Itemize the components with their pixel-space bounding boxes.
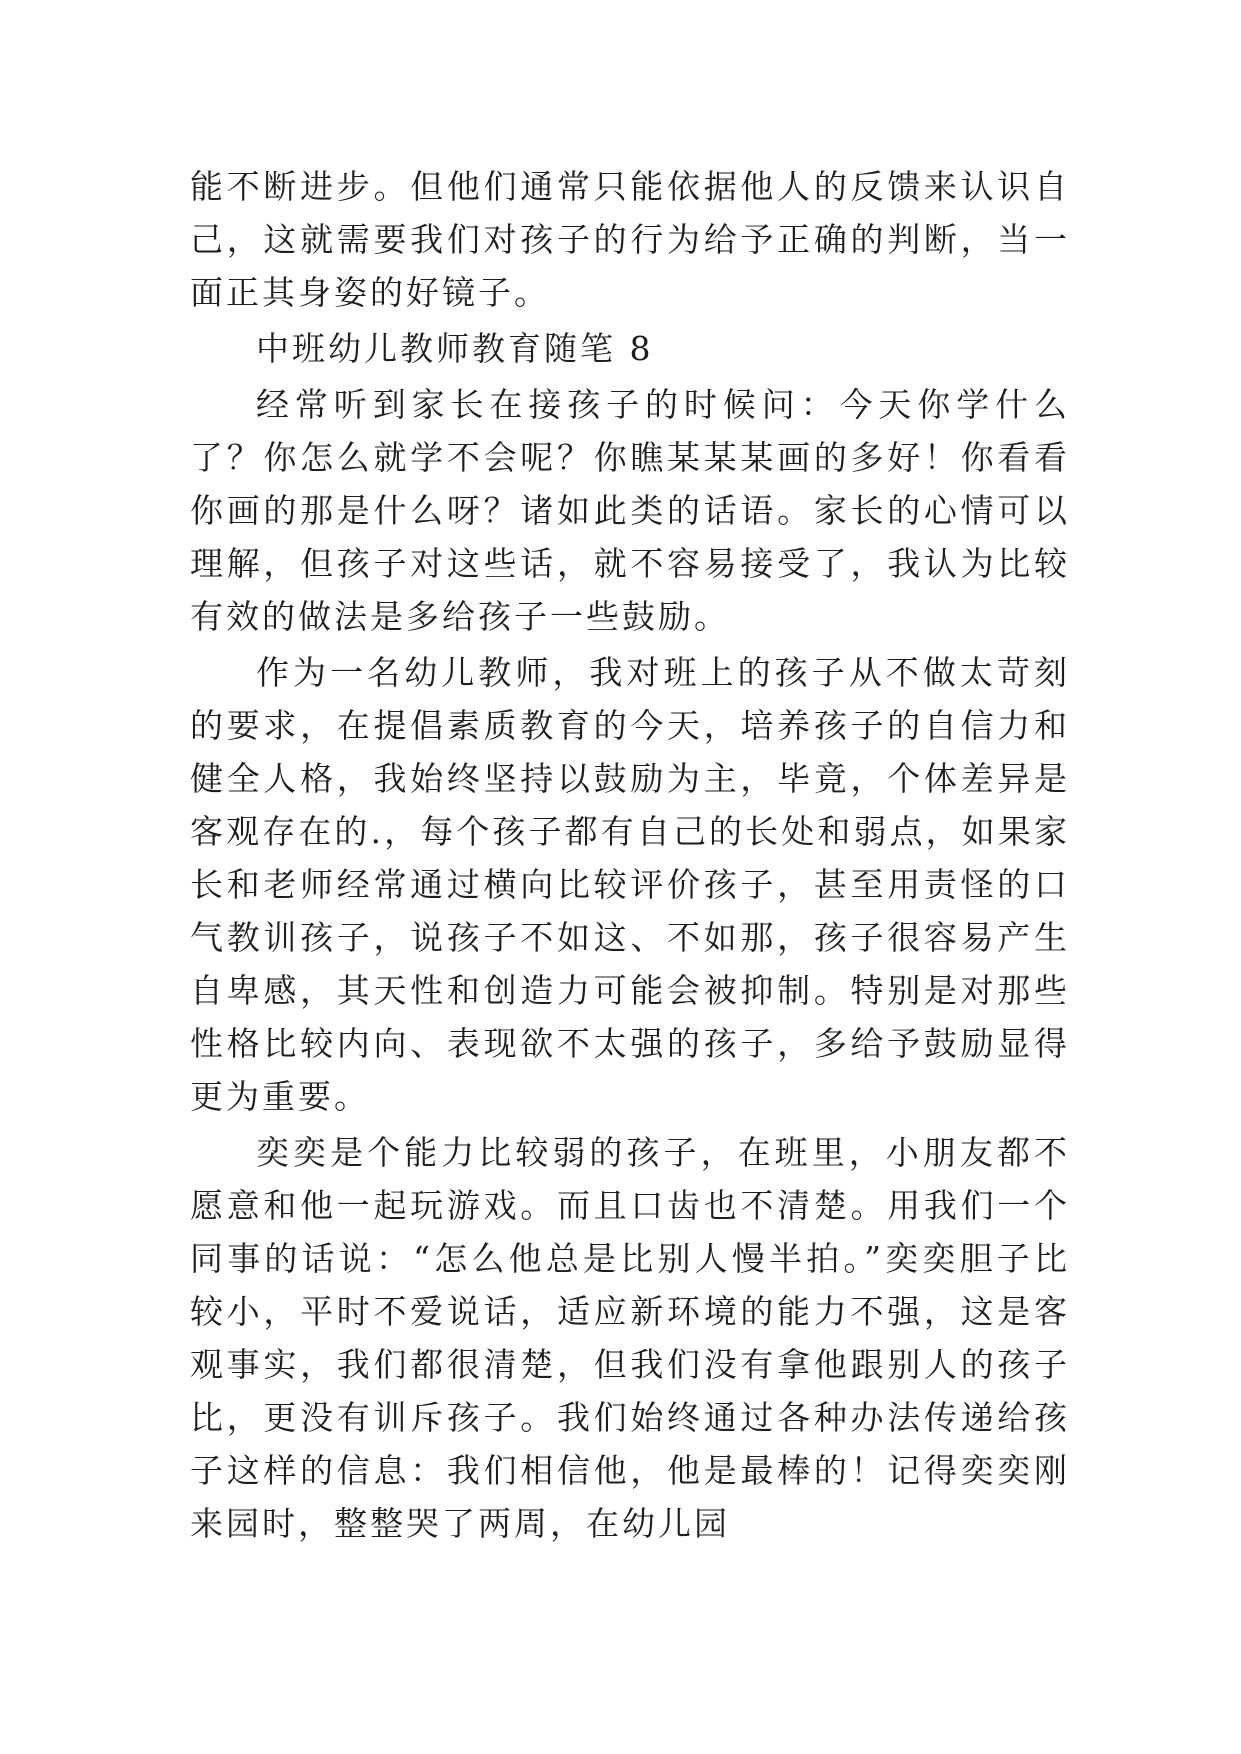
- paragraph-2: 作为一名幼儿教师，我对班上的孩子从不做太苛刻的要求，在提倡素质教育的今天，培养孩子的自信力和健全人格，我始终坚持以鼓励为主，毕竟，个体差异是客观存在的.，每个孩子都有自己的长处和弱点，如果家长和老师经常通过横向比较评价孩子，甚至用责怪的口气教训孩子，说孩子不如这、不如那，孩子很容易产生自卑感，其天性和创造力可能会被抑制。特别是对那些性格比较内向、表现欲不太强的孩子，多给予鼓励显得更为重要。: [190, 653, 1070, 1116]
- paragraph-1: 经常听到家长在接孩子的时候问：今天你学什么了？你怎么就学不会呢？你瞧某某某画的多好！你看看你画的那是什么呀？诸如此类的话语。家长的心情可以理解，但孩子对这些话，就不容易接受了，我认为比较有效的做法是多给孩子一些鼓励。: [190, 385, 1070, 636]
- paragraph-continued: 能不断进步。但他们通常只能依据他人的反馈来认识自己，这就需要我们对孩子的行为给予正确的判断，当一面正其身姿的好镜子。: [190, 167, 1070, 312]
- section-heading: 中班幼儿教师教育随笔 8: [256, 329, 654, 368]
- document-body: [190, 160, 1070, 1553]
- paragraph-3: 奕奕是个能力比较弱的孩子，在班里，小朋友都不愿意和他一起玩游戏。而且口齿也不清楚。用我们一个同事的话说：“怎么他总是比别人慢半拍。”奕奕胆子比较小，平时不爱说话，适应新环境的能力不强，这是客观事实，我们都很清楚，但我们没有拿他跟别人的孩子比，更没有训斥孩子。我们始终通过各种办法传递给孩子这样的信息：我们相信他，他是最棒的！记得奕奕刚来园时，整整哭了两周，在幼儿园: [190, 1133, 1070, 1543]
